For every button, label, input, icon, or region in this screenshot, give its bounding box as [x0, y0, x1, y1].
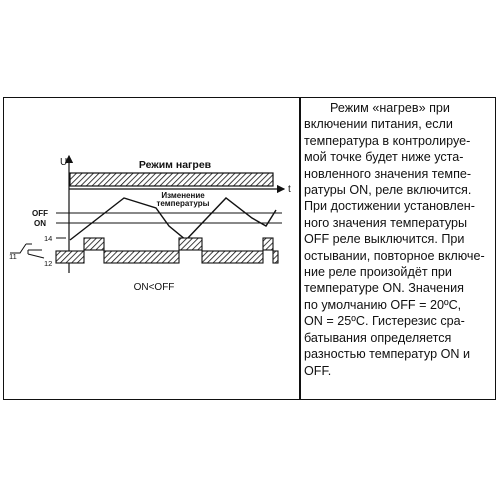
u-axis-label: U: [60, 157, 68, 168]
t-axis-label: t: [288, 184, 291, 195]
contact-14-track: [84, 238, 273, 250]
contact-11-label: 11: [9, 252, 17, 261]
diagram-caption: ON<OFF: [133, 282, 175, 293]
description-line: ние реле произойдёт при: [304, 265, 452, 280]
description-line: включении питания, если: [304, 117, 453, 132]
column-divider: [299, 98, 301, 399]
temperature-change-label-2: температуры: [156, 199, 210, 208]
description-line: батывания определяется: [304, 330, 452, 345]
level-on-label: ON: [34, 219, 46, 228]
description-line: ного значения температуры: [304, 215, 468, 230]
description-line: по умолчанию OFF = 20ºC,: [304, 297, 462, 312]
mode-bar: [70, 173, 273, 186]
description-line: Режим «нагрев» при: [330, 101, 450, 115]
description-line: При достижении установлен-: [304, 199, 475, 214]
description-line: мой точке будет ниже уста-: [304, 150, 464, 165]
description-line: температура в контролируе-: [304, 133, 471, 148]
timing-diagram: [4, 98, 299, 398]
description-line: температуре ON. Значения: [304, 281, 464, 296]
description-line: остывании, повторное включе-: [304, 248, 485, 263]
description-line: OFF.: [304, 363, 332, 378]
figure-frame: [3, 97, 496, 400]
temperature-change-label: Изменение: [161, 191, 205, 200]
description-line: OFF реле выключится. При: [304, 232, 465, 247]
description-line: новленного значения темпе-: [304, 166, 472, 181]
description-line: разностью температур ON и: [304, 347, 471, 362]
level-off-label: OFF: [32, 209, 48, 218]
description-text: [304, 100, 494, 379]
contact-12-track: [56, 251, 278, 263]
description-line: ратуры ON, реле включится.: [304, 183, 472, 198]
contact-14-label: 14: [44, 234, 53, 243]
mode-bar-label: Режим нагрев: [138, 159, 212, 171]
contact-12-label: 12: [44, 259, 53, 268]
description-line: ON = 25ºC. Гистерезис сра-: [304, 314, 465, 329]
